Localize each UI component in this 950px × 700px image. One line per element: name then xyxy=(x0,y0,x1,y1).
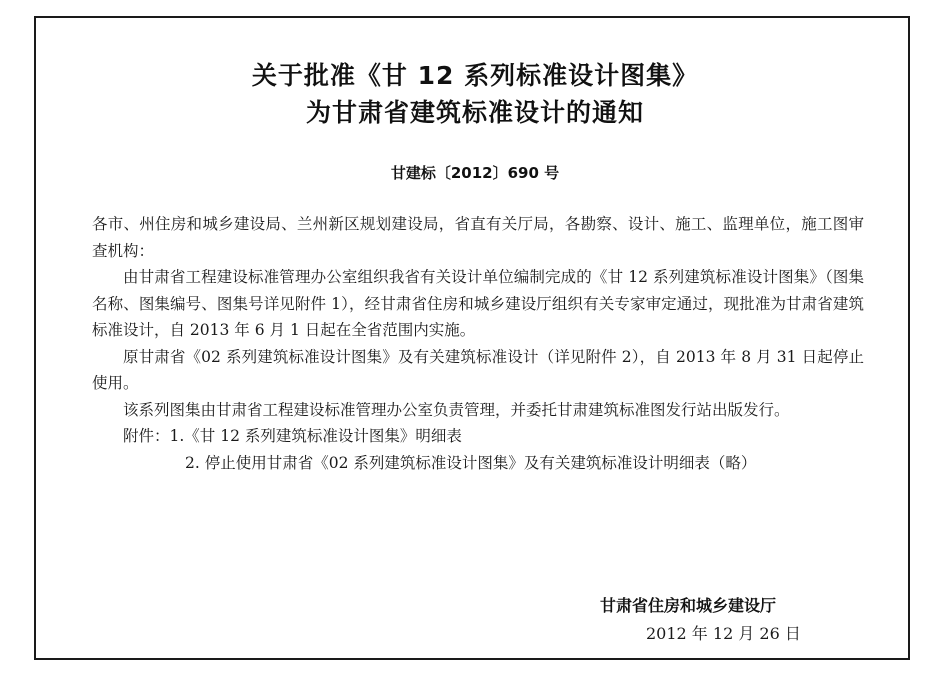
recipients-paragraph: 各市、州住房和城乡建设局、兰州新区规划建设局，省直有关厅局，各勘察、设计、施工、监理单位，施工图审查机构： xyxy=(92,215,864,260)
attachment-item-2: 2. 停止使用甘肃省《02 系列建筑标准设计图集》及有关建筑标准设计明细表（略） xyxy=(185,453,757,472)
management-paragraph: 该系列图集由甘肃省工程建设标准管理办公室负责管理，并委托甘肃建筑标准图发行站出版发行。 xyxy=(123,400,790,419)
notice-body xyxy=(92,211,864,476)
discontinue-paragraph: 原甘肃省《02 系列建筑标准设计图集》及有关建筑标准设计（详见附件 2），自 2013 年 8 月 31 日起停止使用。 xyxy=(92,347,864,392)
document-title-line-2: 为甘肃省建筑标准设计的通知 xyxy=(305,98,644,127)
document-title-line-1: 关于批准《甘 12 系列标准设计图集》 xyxy=(251,61,699,90)
attachment-item-1: 附件：1.《甘 12 系列建筑标准设计图集》明细表 xyxy=(123,427,462,445)
document-number: 甘建标〔2012〕690 号 xyxy=(390,164,560,182)
approval-paragraph: 由甘肃省工程建设标准管理办公室组织我省有关设计单位编制完成的《甘 12 系列建筑标准设计图集》（图集名称、图集编号、图集号详见附件 1），经甘肃省住房和城乡建设厅组织有关专家审定通过，现批准为甘肃省建筑标准设计，自 2013 年 6 月 1 日起在全省范围内实施。 xyxy=(92,268,864,339)
issue-date: 2012 年 12 月 26 日 xyxy=(646,624,801,643)
issuing-authority: 甘肃省住房和城乡建设厅 xyxy=(600,596,777,615)
